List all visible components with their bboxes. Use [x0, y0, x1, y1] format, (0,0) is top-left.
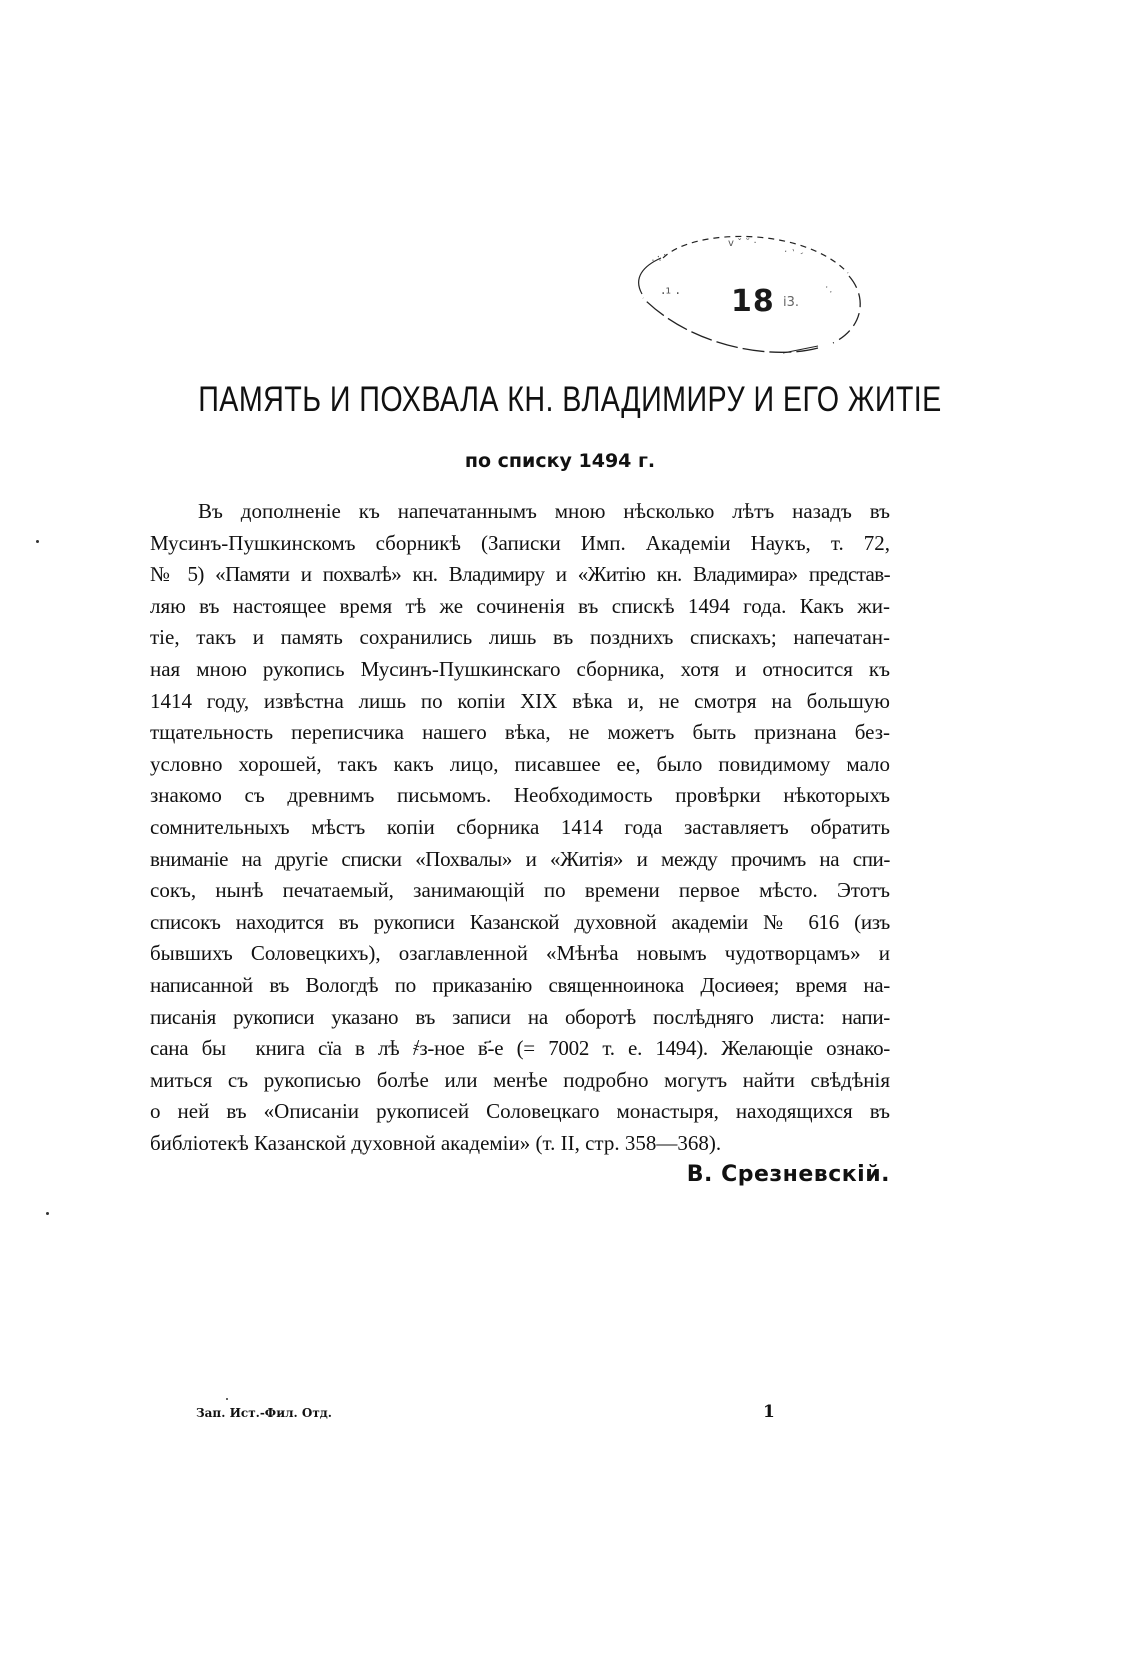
text-line: сокъ, нынѣ печатаемый, занимающій по времени первое мѣсто. Этотъ	[150, 878, 890, 903]
text-line: 1414 году, извѣстна лишь по копіи XIX вѣка и, не смотря на большую	[150, 688, 890, 713]
scan-speck	[46, 1212, 49, 1215]
scan-speck	[226, 1398, 228, 1400]
text-line: миться съ рукописью болѣе или менѣе подробно могутъ найти свѣдѣнія	[150, 1067, 890, 1092]
text-line: списокъ находится въ рукописи Казанской духовной академіи № 616 (изъ	[150, 909, 890, 934]
text-line: написанной въ Вологдѣ по приказанію священноинока Досиѳея; время на-	[150, 972, 890, 997]
text-line: библіотекѣ Казанской духовной академіи» (т. II, стр. 358—368).	[150, 1130, 722, 1155]
text-line: писанія рукописи указано въ записи на оборотѣ послѣдняго листа: напи-	[150, 1004, 890, 1029]
text-line: условно хорошей, такъ какъ лицо, писавшее ее, было повидимому мало	[150, 751, 890, 776]
page-number: 1	[763, 1402, 775, 1422]
body-paragraph	[150, 496, 890, 1159]
text-line: № 5) «Памяти и похвалѣ» кн. Владимиру и «Житію кн. Владимира» представ-	[150, 562, 890, 587]
author-signature: В. Срезневскій.	[686, 1162, 890, 1187]
footer-journal-abbreviation: Зап. Ист.-Фил. Отд.	[196, 1406, 332, 1420]
svg-text:· ˋ ˊ: · ˋ ˊ	[781, 246, 805, 264]
svg-text:ⅰ3.: ⅰ3.	[783, 295, 800, 310]
text-line: вниманіе на другіе списки «Похвалы» и «Житія» и между прочимъ на спи-	[150, 846, 890, 871]
text-line: сана быᷭ книга сїа в лѣ ҂з-ное в҃-е (= 7002 т. е. 1494). Желающіе ознако-	[150, 1036, 890, 1061]
text-line: о ней въ «Описаніи рукописей Соловецкаго монастыря, находящихся въ	[150, 1099, 890, 1124]
text-line: Мусинъ-Пушкинскомъ сборникѣ (Записки Имп. Академіи Наукъ, т. 72,	[150, 530, 890, 555]
text-line: сомнительныхъ мѣстъ копіи сборника 1414 года заставляетъ обратить	[150, 814, 890, 839]
scan-speck	[36, 540, 39, 543]
svg-text:· : ·: · : ·	[649, 249, 669, 267]
text-line: бывшихъ Соловецкихъ), озаглавленной «Мѣнѣа новымъ чудотворцамъ» и	[150, 941, 890, 966]
stamp-number: 18	[731, 284, 775, 319]
text-line: знакомо съ древнимъ письмомъ. Необходимость провѣрки нѣкоторыхъ	[150, 783, 890, 808]
text-line: Въ дополненіе къ напечатаннымъ мною нѣсколько лѣтъ назадъ въ	[198, 499, 890, 523]
library-stamp	[633, 228, 873, 378]
text-line: ная мною рукопись Мусинъ-Пушкинскаго сборника, хотя и относится къ	[150, 656, 890, 681]
text-line: тіе, такъ и память сохранились лишь въ позднихъ спискахъ; напечатан-	[150, 625, 890, 650]
subtitle: по списку 1494 г.	[464, 450, 656, 472]
svg-text:· ·: · ·	[820, 282, 836, 298]
text-line: ляю въ настоящее время тѣ же сочиненія въ спискѣ 1494 года. Какъ жи-	[150, 593, 890, 618]
svg-text:ⅴ ˇ ˘ ·: ⅴ ˇ ˘ ·	[728, 238, 757, 249]
text-line: тщательность переписчика нашего вѣка, не можетъ быть признана без-	[150, 720, 890, 745]
svg-text:·¹ ·: ·¹ ·	[661, 286, 680, 302]
page-title: ПАМЯТЬ И ПОХВАЛА КН. ВЛАДИМИРУ И ЕГО ЖИТІЕ	[198, 380, 942, 419]
